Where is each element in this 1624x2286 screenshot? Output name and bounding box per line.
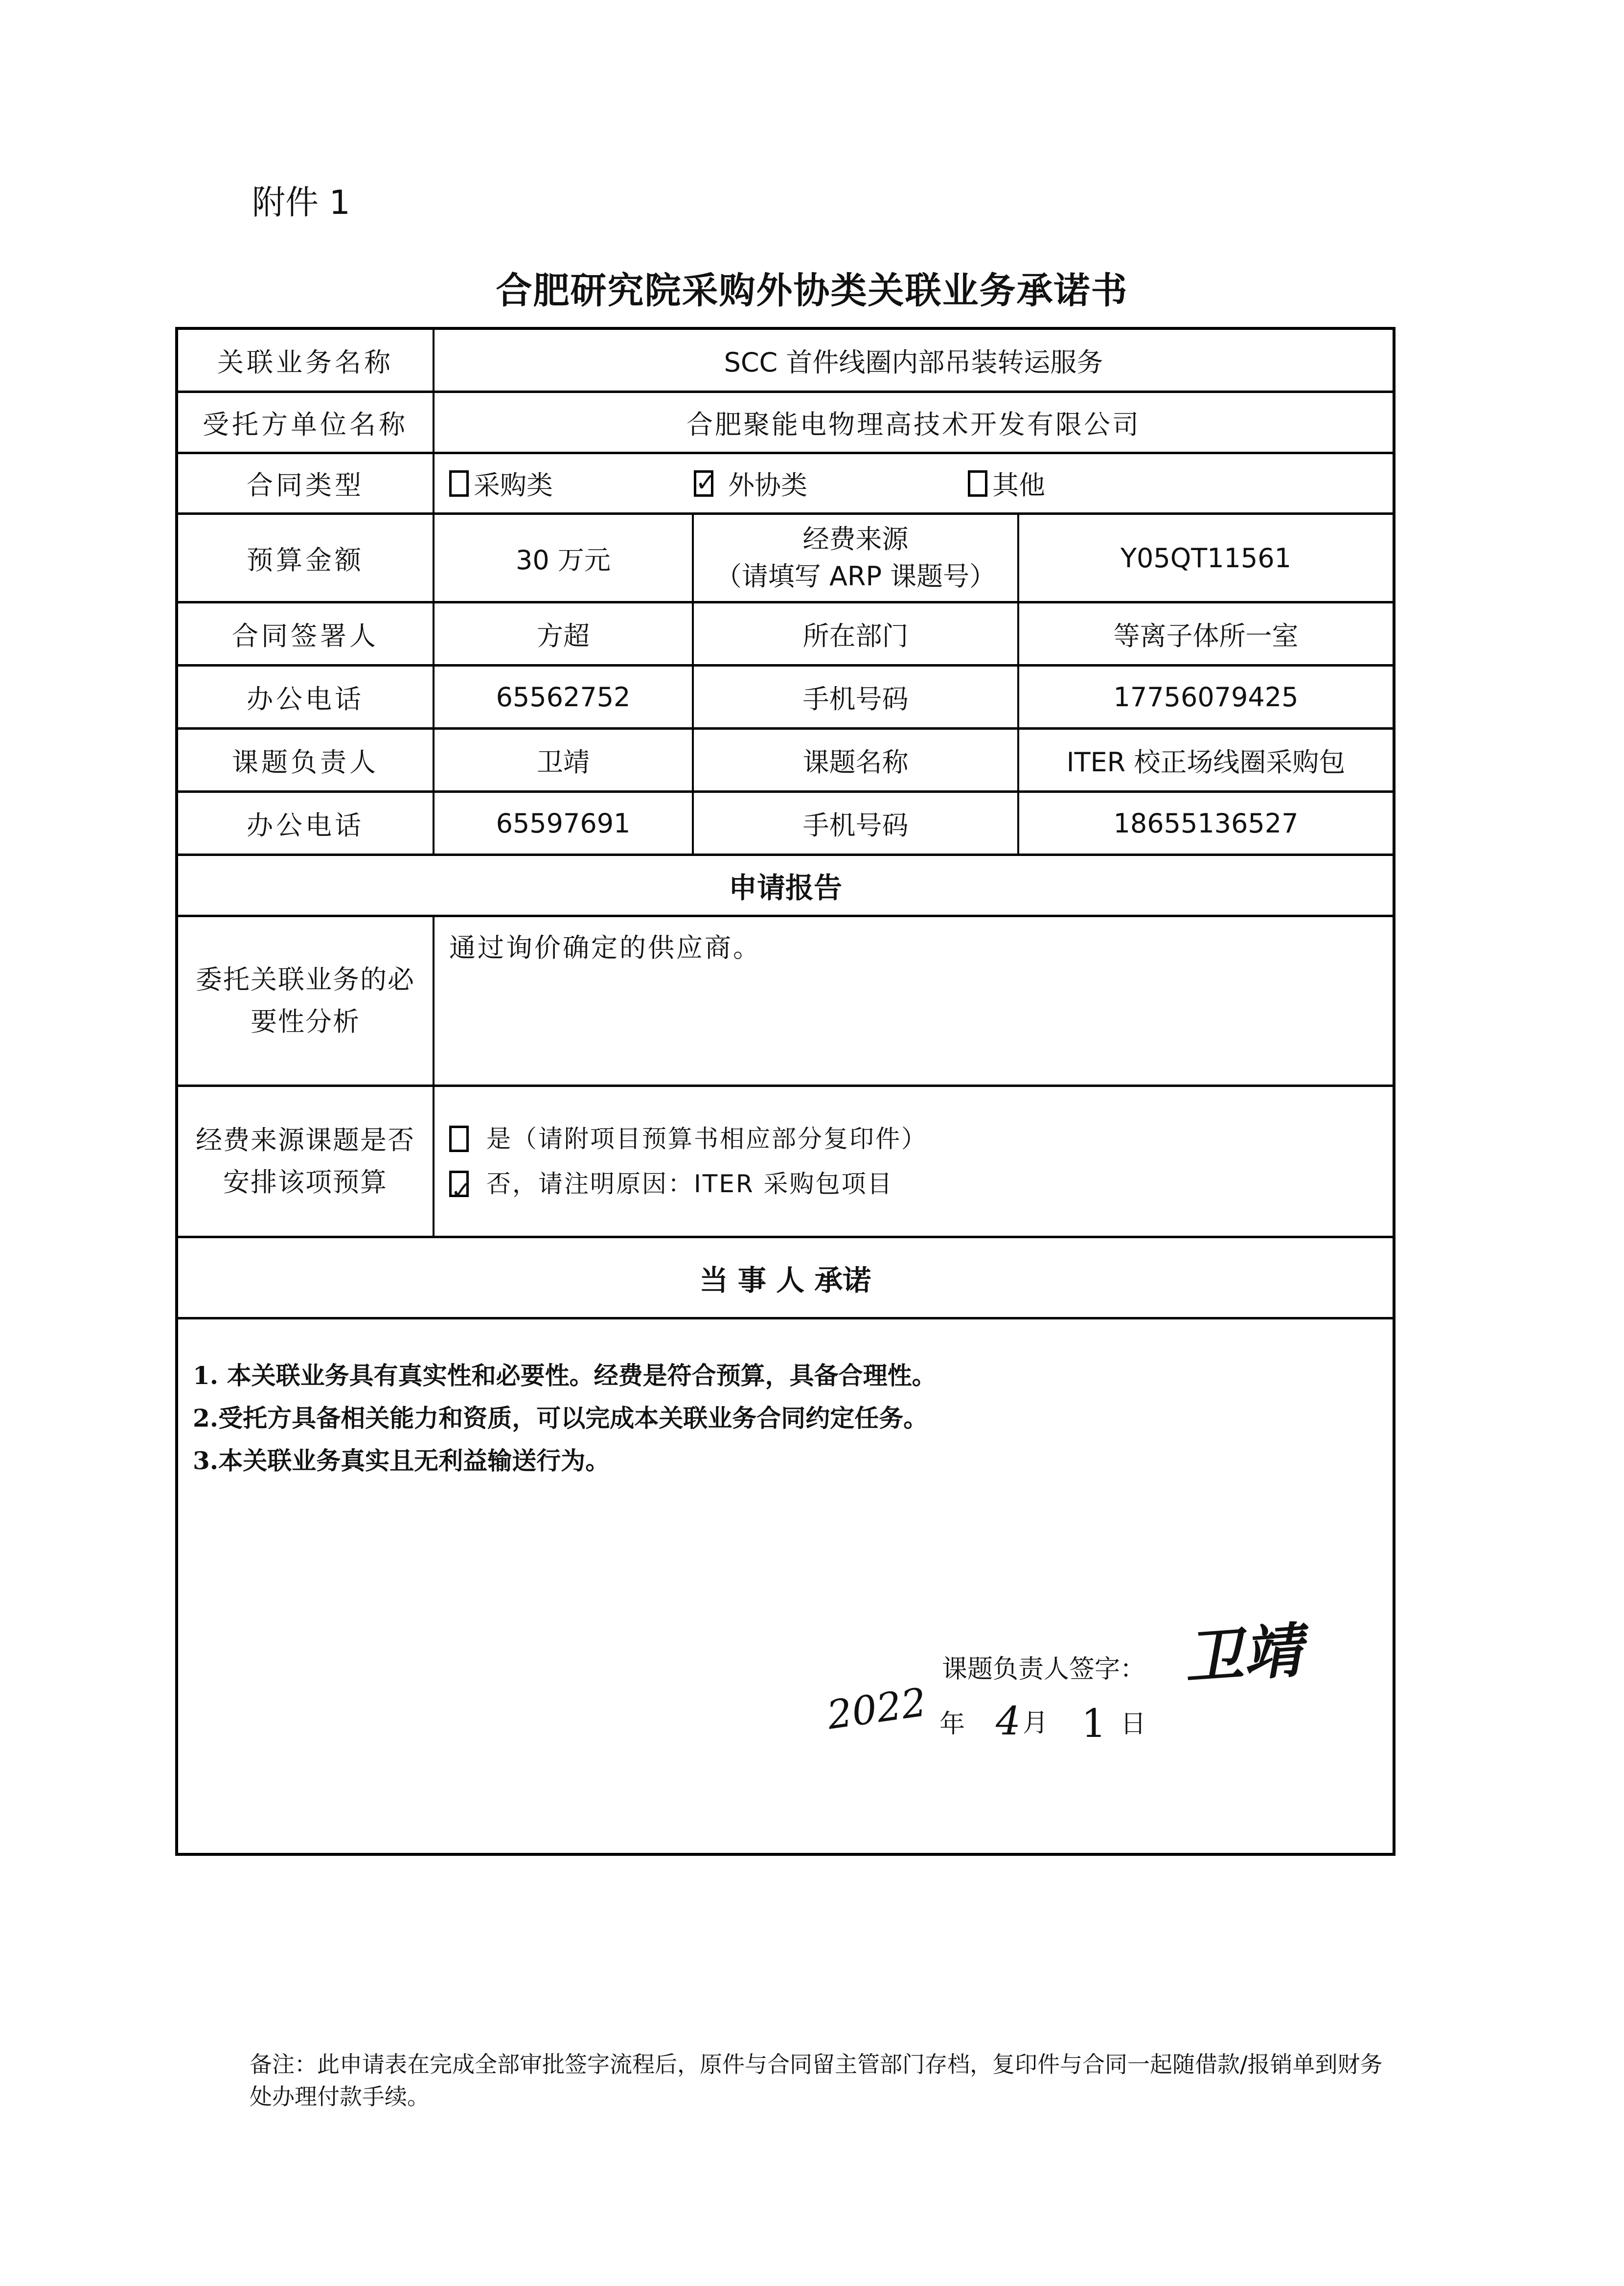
row-lead-phone bbox=[178, 793, 1393, 856]
row-budget-arranged bbox=[178, 1087, 1393, 1238]
pledge-item-1: 1. 本关联业务具有真实性和必要性。经费是符合预算，具备合理性。 bbox=[193, 1361, 937, 1390]
handwritten-signature: 卫靖 bbox=[1182, 1616, 1304, 1693]
option-outsourcing-label: 外协类 bbox=[728, 470, 807, 501]
checkbox-procurement[interactable] bbox=[449, 470, 469, 497]
label-project-name: 课题名称 bbox=[692, 730, 1017, 790]
value-signer[interactable]: 方超 bbox=[433, 603, 692, 664]
checkbox-outsourcing-checked[interactable] bbox=[694, 470, 713, 497]
label-necessity bbox=[178, 917, 433, 1085]
label-department: 所在部门 bbox=[692, 603, 1017, 664]
necessity-label-line1: 委托关联业务的必 bbox=[196, 964, 415, 995]
report-heading: 申请报告 bbox=[728, 871, 842, 904]
footer-note: 备注：此申请表在完成全部审批签字流程后，原件与合同留主管部门存档，复印件与合同一起随借款/报销单到财务处办理付款手续。 bbox=[250, 2051, 1383, 2110]
pledge-heading: 当 事 人 承诺 bbox=[699, 1263, 871, 1297]
label-project-lead: 课题负责人 bbox=[232, 746, 379, 778]
value-project-lead[interactable]: 卫靖 bbox=[433, 730, 692, 790]
value-budget[interactable]: 30 万元 bbox=[433, 515, 692, 601]
checkbox-yes[interactable] bbox=[449, 1126, 469, 1152]
label-mobile: 手机号码 bbox=[692, 667, 1017, 727]
option-other[interactable] bbox=[968, 464, 1045, 502]
fund-source-label-line1: 经费来源 bbox=[802, 524, 909, 554]
budget-arranged-options bbox=[433, 1087, 1393, 1236]
value-necessity[interactable]: 通过询价确定的供应商。 bbox=[433, 917, 1393, 1085]
label-budget-arranged bbox=[178, 1087, 433, 1236]
row-contract-type bbox=[178, 454, 1393, 515]
row-report-heading bbox=[178, 856, 1393, 917]
value-mobile[interactable]: 17756079425 bbox=[1017, 667, 1393, 727]
label-signer: 合同签署人 bbox=[232, 620, 379, 651]
row-necessity bbox=[178, 917, 1393, 1087]
checkbox-other[interactable] bbox=[968, 470, 987, 497]
row-pledge-heading bbox=[178, 1238, 1393, 1319]
signature-label: 课题负责人签字： bbox=[942, 1655, 1146, 1684]
checkbox-no-checked[interactable] bbox=[449, 1171, 469, 1197]
fund-source-label-line2: （请填写 ARP 课题号） bbox=[715, 561, 996, 592]
value-project-name[interactable]: ITER 校正场线圈采购包 bbox=[1017, 730, 1393, 790]
label-lead-office-phone: 办公电话 bbox=[247, 809, 364, 841]
label-budget: 预算金额 bbox=[247, 544, 364, 576]
value-department[interactable]: 等离子体所一室 bbox=[1017, 603, 1393, 664]
label-lead-mobile: 手机号码 bbox=[692, 793, 1017, 854]
pledge-item-2: 2.受托方具备相关能力和资质，可以完成本关联业务合同约定任务。 bbox=[193, 1404, 928, 1432]
row-signer bbox=[178, 603, 1393, 667]
label-fund-source bbox=[692, 515, 1017, 601]
label-contract-type: 合同类型 bbox=[247, 470, 364, 501]
label-business-name: 关联业务名称 bbox=[217, 346, 393, 378]
option-no-label: 否，请注明原因：ITER 采购包项目 bbox=[486, 1170, 893, 1198]
row-project-lead bbox=[178, 730, 1393, 793]
value-business-name[interactable]: SCC 首件线圈内部吊装转运服务 bbox=[433, 330, 1393, 391]
value-lead-office-phone[interactable]: 65597691 bbox=[433, 793, 692, 854]
pledge-item-3: 3.本关联业务真实且无利益输送行为。 bbox=[193, 1446, 610, 1475]
value-fund-source[interactable]: Y05QT11561 bbox=[1017, 515, 1393, 601]
date-day-handwritten: 1 bbox=[1081, 1701, 1106, 1746]
necessity-label-line2: 要性分析 bbox=[251, 1006, 360, 1037]
option-procurement[interactable] bbox=[449, 464, 694, 502]
budget-arranged-label-line1: 经费来源课题是否 bbox=[196, 1125, 415, 1155]
date-month-handwritten: 4 bbox=[996, 1698, 1021, 1744]
option-procurement-label: 采购类 bbox=[474, 470, 553, 501]
row-business-name bbox=[178, 330, 1393, 393]
option-outsourcing[interactable] bbox=[694, 464, 968, 502]
option-other-label: 其他 bbox=[992, 470, 1045, 501]
option-no[interactable] bbox=[449, 1161, 893, 1206]
option-yes[interactable] bbox=[449, 1116, 927, 1161]
row-signer-phone bbox=[178, 667, 1393, 730]
date-year-handwritten: 2022 bbox=[824, 1679, 930, 1738]
value-lead-mobile[interactable]: 18655136527 bbox=[1017, 793, 1393, 854]
label-contractor: 受托方单位名称 bbox=[203, 409, 408, 440]
pledge-body bbox=[178, 1319, 1393, 1853]
row-budget bbox=[178, 515, 1393, 603]
document-title: 合肥研究院采购外协类关联业务承诺书 bbox=[496, 270, 1128, 312]
option-yes-label: 是（请附项目预算书相应部分复印件） bbox=[486, 1125, 927, 1153]
row-contractor bbox=[178, 393, 1393, 454]
value-contractor[interactable]: 合肥聚能电物理高技术开发有限公司 bbox=[433, 393, 1393, 452]
budget-arranged-label-line2: 安排该项预算 bbox=[223, 1167, 388, 1198]
date-day-unit: 日 bbox=[1121, 1709, 1146, 1739]
date-year-unit: 年 bbox=[939, 1709, 965, 1739]
attachment-label: 附件 1 bbox=[252, 184, 350, 222]
contract-type-options bbox=[433, 454, 1393, 512]
value-office-phone[interactable]: 65562752 bbox=[433, 667, 692, 727]
date-month-unit: 月 bbox=[1023, 1709, 1049, 1738]
label-office-phone: 办公电话 bbox=[247, 683, 364, 715]
